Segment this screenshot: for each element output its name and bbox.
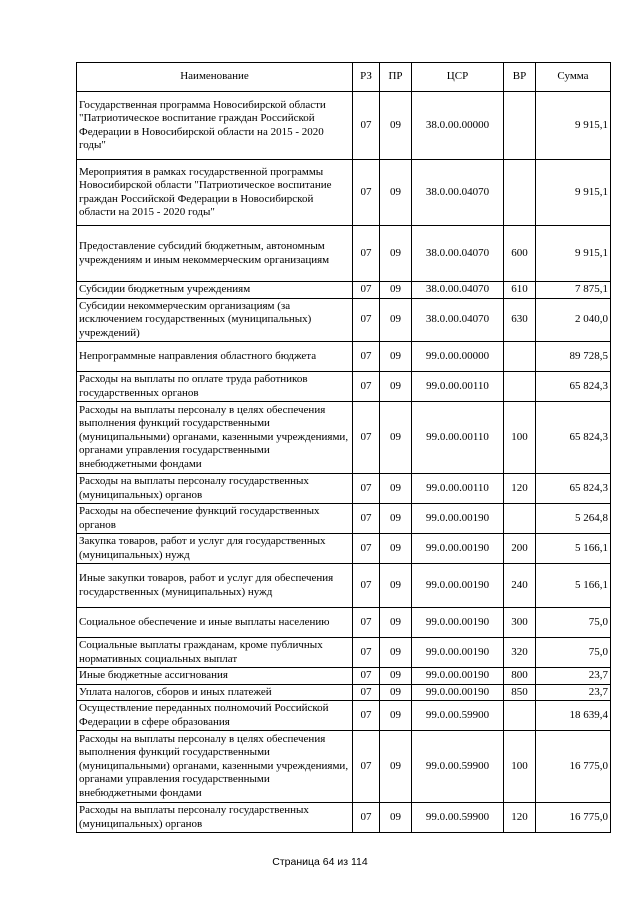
cell-rz: 07 xyxy=(353,668,380,685)
cell-vr xyxy=(504,701,536,731)
cell-pr: 09 xyxy=(380,564,412,608)
cell-name: Предоставление субсидий бюджетным, автономным учреждениям и иным некоммерческим организациям xyxy=(77,226,353,282)
cell-csr: 99.0.00.00110 xyxy=(412,402,504,474)
cell-csr: 99.0.00.00190 xyxy=(412,534,504,564)
cell-pr: 09 xyxy=(380,372,412,402)
cell-sum: 75,0 xyxy=(536,638,611,668)
cell-sum: 7 875,1 xyxy=(536,282,611,299)
table-row xyxy=(77,608,611,638)
cell-csr: 99.0.00.59900 xyxy=(412,731,504,803)
cell-sum: 18 639,4 xyxy=(536,701,611,731)
cell-csr: 38.0.00.04070 xyxy=(412,160,504,226)
cell-pr: 09 xyxy=(380,282,412,299)
cell-sum: 16 775,0 xyxy=(536,731,611,803)
cell-vr: 100 xyxy=(504,731,536,803)
cell-csr: 99.0.00.00110 xyxy=(412,372,504,402)
cell-sum: 9 915,1 xyxy=(536,160,611,226)
cell-rz: 07 xyxy=(353,564,380,608)
table-row xyxy=(77,226,611,282)
cell-vr: 800 xyxy=(504,668,536,685)
cell-csr: 38.0.00.04070 xyxy=(412,282,504,299)
cell-pr: 09 xyxy=(380,342,412,372)
cell-vr: 240 xyxy=(504,564,536,608)
cell-name: Уплата налогов, сборов и иных платежей xyxy=(77,684,353,701)
cell-rz: 07 xyxy=(353,701,380,731)
cell-pr: 09 xyxy=(380,668,412,685)
cell-rz: 07 xyxy=(353,474,380,504)
cell-pr: 09 xyxy=(380,298,412,342)
table-row xyxy=(77,668,611,685)
cell-name: Осуществление переданных полномочий Российской Федерации в сфере образования xyxy=(77,701,353,731)
cell-rz: 07 xyxy=(353,402,380,474)
cell-rz: 07 xyxy=(353,731,380,803)
cell-pr: 09 xyxy=(380,638,412,668)
header-row xyxy=(77,63,611,92)
cell-vr: 600 xyxy=(504,226,536,282)
cell-name: Иные бюджетные ассигнования xyxy=(77,668,353,685)
cell-name: Социальное обеспечение и иные выплаты населению xyxy=(77,608,353,638)
cell-csr: 99.0.00.00190 xyxy=(412,504,504,534)
cell-csr: 99.0.00.00190 xyxy=(412,668,504,685)
cell-pr: 09 xyxy=(380,504,412,534)
cell-sum: 9 915,1 xyxy=(536,92,611,160)
cell-vr: 300 xyxy=(504,608,536,638)
cell-vr xyxy=(504,372,536,402)
cell-sum: 65 824,3 xyxy=(536,474,611,504)
cell-csr: 99.0.00.59900 xyxy=(412,701,504,731)
table-row xyxy=(77,684,611,701)
cell-name: Субсидии некоммерческим организациям (за исключением государственных (муниципальных) учреждений) xyxy=(77,298,353,342)
header-pr: ПР xyxy=(380,63,412,92)
cell-csr: 99.0.00.00190 xyxy=(412,684,504,701)
cell-name: Субсидии бюджетным учреждениям xyxy=(77,282,353,299)
page-number: Страница 64 из 114 xyxy=(272,856,368,868)
cell-name: Непрограммные направления областного бюджета xyxy=(77,342,353,372)
cell-sum: 16 775,0 xyxy=(536,803,611,833)
cell-sum: 2 040,0 xyxy=(536,298,611,342)
cell-name: Расходы на выплаты персоналу государственных (муниципальных) органов xyxy=(77,803,353,833)
cell-rz: 07 xyxy=(353,226,380,282)
cell-sum: 5 166,1 xyxy=(536,534,611,564)
cell-pr: 09 xyxy=(380,92,412,160)
cell-vr xyxy=(504,92,536,160)
cell-rz: 07 xyxy=(353,298,380,342)
table-row xyxy=(77,731,611,803)
cell-rz: 07 xyxy=(353,504,380,534)
cell-csr: 99.0.00.00190 xyxy=(412,564,504,608)
cell-csr: 99.0.00.00190 xyxy=(412,638,504,668)
cell-name: Расходы на выплаты персоналу в целях обеспечения выполнения функций государственными (муниципальными) органами, казенными учреждениями, органами управления государственными внебюджетными фондами xyxy=(77,731,353,803)
cell-rz: 07 xyxy=(353,638,380,668)
cell-pr: 09 xyxy=(380,608,412,638)
cell-name: Социальные выплаты гражданам, кроме публичных нормативных социальных выплат xyxy=(77,638,353,668)
cell-sum: 89 728,5 xyxy=(536,342,611,372)
cell-sum: 75,0 xyxy=(536,608,611,638)
cell-rz: 07 xyxy=(353,282,380,299)
cell-name: Расходы на выплаты персоналу в целях обеспечения выполнения функций государственными (муниципальными) органами, казенными учреждениями, органами управления государственными внебюджетными фондами xyxy=(77,402,353,474)
cell-csr: 99.0.00.00190 xyxy=(412,608,504,638)
cell-pr: 09 xyxy=(380,226,412,282)
cell-rz: 07 xyxy=(353,342,380,372)
cell-rz: 07 xyxy=(353,608,380,638)
cell-sum: 9 915,1 xyxy=(536,226,611,282)
table-row xyxy=(77,638,611,668)
cell-csr: 99.0.00.00000 xyxy=(412,342,504,372)
table-row xyxy=(77,504,611,534)
cell-name: Мероприятия в рамках государственной программы Новосибирской области "Патриотическое воспитание граждан Российской Федерации в Новосибирской области на 2015 - 2020 годы" xyxy=(77,160,353,226)
header-csr: ЦСР xyxy=(412,63,504,92)
table-row xyxy=(77,564,611,608)
table-row xyxy=(77,160,611,226)
cell-vr: 100 xyxy=(504,402,536,474)
cell-csr: 99.0.00.00110 xyxy=(412,474,504,504)
cell-vr: 630 xyxy=(504,298,536,342)
table-row xyxy=(77,534,611,564)
cell-sum: 5 166,1 xyxy=(536,564,611,608)
cell-rz: 07 xyxy=(353,372,380,402)
cell-csr: 38.0.00.04070 xyxy=(412,226,504,282)
cell-sum: 65 824,3 xyxy=(536,402,611,474)
cell-vr xyxy=(504,342,536,372)
header-rz: РЗ xyxy=(353,63,380,92)
cell-rz: 07 xyxy=(353,803,380,833)
cell-vr: 120 xyxy=(504,803,536,833)
table-row xyxy=(77,298,611,342)
cell-vr xyxy=(504,160,536,226)
cell-name: Иные закупки товаров, работ и услуг для обеспечения государственных (муниципальных) нужд xyxy=(77,564,353,608)
cell-vr: 200 xyxy=(504,534,536,564)
cell-rz: 07 xyxy=(353,534,380,564)
header-name: Наименование xyxy=(77,63,353,92)
table-row xyxy=(77,474,611,504)
cell-sum: 23,7 xyxy=(536,668,611,685)
cell-pr: 09 xyxy=(380,803,412,833)
cell-vr: 850 xyxy=(504,684,536,701)
cell-sum: 23,7 xyxy=(536,684,611,701)
cell-csr: 38.0.00.00000 xyxy=(412,92,504,160)
cell-name: Закупка товаров, работ и услуг для государственных (муниципальных) нужд xyxy=(77,534,353,564)
cell-rz: 07 xyxy=(353,92,380,160)
table-row xyxy=(77,402,611,474)
cell-pr: 09 xyxy=(380,160,412,226)
cell-pr: 09 xyxy=(380,534,412,564)
cell-pr: 09 xyxy=(380,474,412,504)
cell-sum: 65 824,3 xyxy=(536,372,611,402)
header-sum: Сумма xyxy=(536,63,611,92)
cell-name: Расходы на выплаты персоналу государственных (муниципальных) органов xyxy=(77,474,353,504)
cell-pr: 09 xyxy=(380,701,412,731)
cell-csr: 38.0.00.04070 xyxy=(412,298,504,342)
cell-name: Государственная программа Новосибирской области "Патриотическое воспитание граждан Российской Федерации в Новосибирской области на 2015 - 2020 годы" xyxy=(77,92,353,160)
cell-sum: 5 264,8 xyxy=(536,504,611,534)
cell-vr xyxy=(504,504,536,534)
cell-vr: 120 xyxy=(504,474,536,504)
cell-csr: 99.0.00.59900 xyxy=(412,803,504,833)
cell-pr: 09 xyxy=(380,402,412,474)
budget-table xyxy=(76,62,611,833)
cell-name: Расходы на выплаты по оплате труда работников государственных органов xyxy=(77,372,353,402)
cell-vr: 320 xyxy=(504,638,536,668)
table-row xyxy=(77,372,611,402)
cell-rz: 07 xyxy=(353,684,380,701)
table-row xyxy=(77,803,611,833)
cell-rz: 07 xyxy=(353,160,380,226)
table-row xyxy=(77,701,611,731)
header-vr: ВР xyxy=(504,63,536,92)
table-row xyxy=(77,342,611,372)
cell-pr: 09 xyxy=(380,731,412,803)
table-row xyxy=(77,92,611,160)
cell-vr: 610 xyxy=(504,282,536,299)
cell-pr: 09 xyxy=(380,684,412,701)
table-row xyxy=(77,282,611,299)
cell-name: Расходы на обеспечение функций государственных органов xyxy=(77,504,353,534)
